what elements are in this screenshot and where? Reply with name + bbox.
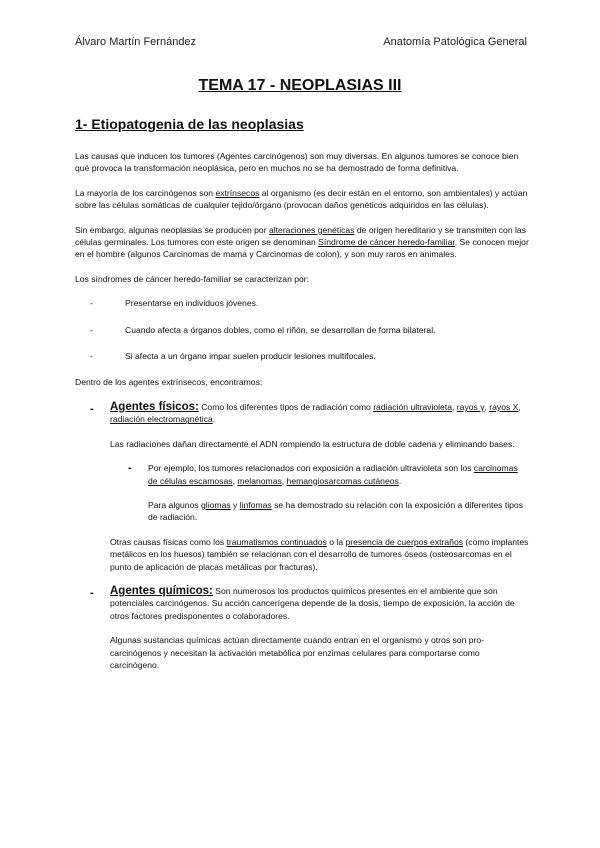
paragraph-agents-intro: Dentro de los agentes extrínsecos, encontramos:	[75, 377, 263, 388]
paragraph-genetic: Sin embargo, algunas neoplasias se producen por alteraciones genéticas de origen hereditario y se transmiten con las células germinales. Los tumores con este origen se denominan Síndrome de cáncer heredo-familiar. Se conocen mejor en el hombre (algunos Carcinomas de mama y Carcinomas de colon), y son muy raros en animales.	[75, 224, 529, 260]
list-item: - Si afecta a un órgano impar suelen producir lesiones multifocales.	[90, 351, 376, 362]
paragraph-syndromes: Los síndromes de cáncer heredo-familiar se caracterizan por:	[75, 273, 310, 284]
term-alteraciones-geneticas: alteraciones genéticas	[268, 224, 355, 235]
paragraph-radiation-dna: Las radiaciones dañan directamente el ADN rompiendo la estructura de doble cadena y eliminando bases.	[110, 438, 515, 449]
paragraph-extrinsic: La mayoría de los carcinógenos son extrínsecos al organismo (es decir están en el entorno, son ambientales) y actúan sobre las células somáticas de cualquier tejido/órgano (provocan daños genéticos adquiridos en las células).	[75, 187, 528, 211]
document-body	[75, 150, 529, 683]
agentes-quimicos-item: - Agentes químicos: Son numerosos los productos químicos presentes en el ambiente que son potenciales carcinógenos. Su acción cancerígena depende de la dosis, tiempo de exposición, la acción de otros factores predisponentes o colaboradores. Algunas sustancias químicas actúan directamente cuando entran en el organismo y otros son pro-carcinógenos y necesitan la activación metabólica por enzimas celulares para comportarse como carcinógeno.	[90, 585, 529, 671]
agentes-quimicos-heading: Agentes químicos:	[110, 584, 213, 597]
paragraph-chemical-action: Algunas sustancias químicas actúan directamente cuando entran en el organismo y otros son pro-carcinógenos y necesitan la activación metabólica por enzimas celulares para comportarse como carcinógeno.	[110, 635, 485, 670]
header-author: Álvaro Martín Fernández	[75, 36, 197, 48]
agentes-fisicos-item: - Agentes físicos: Como los diferentes tipos de radiación como radiación ultravioleta, rayos γ, rayos X, radiación electromagnética. Las radiaciones dañan directamente el ADN rompiendo la estructura de doble cadena y eliminando bases. - Por ejemplo, los tumores relacionados con exposición a radiación ultravioleta son los carcinomas de células escamosas, melanomas, hemangiosarcomas cutáneos. Para algunos gliomas y linfomas se ha demostrado su relación con la exposición a diferentes tipos de radiación. Otras causas físicas como los traumatismos continuados o la presencia de cuerpos extraños (como implantes metálicos en los huesos) también se relacionan con el desarrollo de tumores óseos (osteosarcomas en el punto de aplicación de placas metálicas por fracturas).	[90, 400, 529, 572]
list-item: - Por ejemplo, los tumores relacionados con exposición a radiación ultravioleta son los carcinomas de células escamosas, melanomas, hemangiosarcomas cutáneos. Para algunos gliomas y linfomas se ha demostrado su relación con la exposición a diferentes tipos de radiación.	[128, 462, 524, 523]
paragraph-other-physical: Otras causas físicas como los traumatismos continuados o la presencia de cuerpos extraños (como implantes metálicos en los huesos) también se relacionan con el desarrollo de tumores óseos (osteosarcomas en el punto de aplicación de placas metálicas por fracturas).	[110, 536, 529, 572]
term-extrinsecos: extrínsecos	[215, 187, 260, 198]
paragraph-causes: Las causas que inducen los tumores (Agentes carcinógenos) son muy diversas. En algunos tumores se conoce bien qué provoca la transformación neoplásica, pero en muchos no se ha demostrado de forma definitiva.	[75, 151, 519, 174]
page-title: TEMA 17 - NEOPLASIAS III	[198, 77, 402, 94]
header-course: Anatomía Patológica General	[383, 36, 527, 48]
list-item: - Cuando afecta a órganos dobles, como el riñón, se desarrollan de forma bilateral.	[90, 324, 436, 335]
agentes-fisicos-heading: Agentes físicos:	[110, 400, 199, 413]
list-item: - Presentarse en individuos jóvenes.	[90, 298, 259, 309]
section-heading: 1- Etiopatogenia de las neoplasias	[75, 116, 304, 132]
term-sindrome-cancer: Síndrome de cáncer heredo-familiar	[318, 237, 455, 248]
